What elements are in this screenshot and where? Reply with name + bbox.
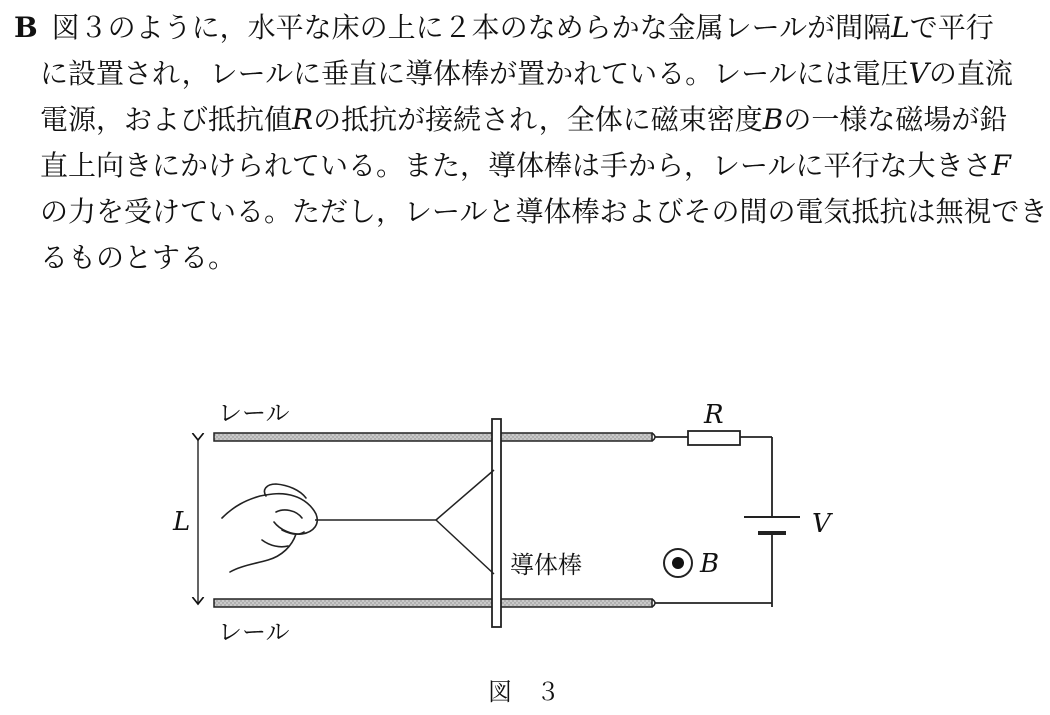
problem-text-segment: に設置され，レールに垂直に導体棒が置かれている。レールには電圧 [40, 57, 909, 90]
resistor-label: R [704, 400, 724, 430]
magnetic-field-out-icon [664, 549, 692, 577]
problem-label: B [14, 11, 38, 44]
problem-text-segment: の抵抗が接続され，全体に磁束密度 [313, 103, 763, 136]
problem-text-segment: の力を受けている。ただし，レールと導体棒およびその間の電気抵抗は無視でき [40, 195, 1048, 228]
hand-icon [222, 484, 317, 572]
rail-label-top: レール [218, 399, 290, 427]
bottom-rail [214, 599, 655, 607]
variable-F: F [991, 149, 1011, 182]
field-label: B [700, 549, 720, 579]
problem-text-segment: の直流 [928, 57, 1013, 90]
variable-V: V [908, 57, 929, 90]
conductor-rod [492, 419, 501, 627]
variable-L: L [891, 11, 910, 44]
problem-text-segment: の一様な磁場が鉛 [783, 103, 1008, 136]
battery-label: V [812, 509, 831, 539]
variable-B: B [762, 103, 784, 136]
problem-text-segment: で平行 [909, 11, 994, 44]
pulling-string [315, 470, 494, 574]
problem-text-segment: 図３のように，水平な床の上に２本のなめらかな金属レールが間隔 [51, 11, 892, 44]
battery [744, 517, 800, 533]
problem-text-segment: 直上向きにかけられている。また，導体棒は手から，レールに平行な大きさ [40, 149, 992, 182]
problem-text-segment: るものとする。 [40, 241, 237, 274]
rail-label-bottom: レール [218, 618, 290, 646]
top-rail [214, 433, 655, 441]
resistor [688, 431, 740, 445]
figure-caption: 図 ３ [488, 678, 560, 706]
circuit-wire [655, 437, 772, 607]
rod-label: 導体棒 [510, 551, 582, 579]
problem-text-segment: 電源，および抵抗値 [40, 103, 293, 136]
variable-R: R [292, 103, 314, 136]
spacing-label: L [173, 507, 191, 537]
